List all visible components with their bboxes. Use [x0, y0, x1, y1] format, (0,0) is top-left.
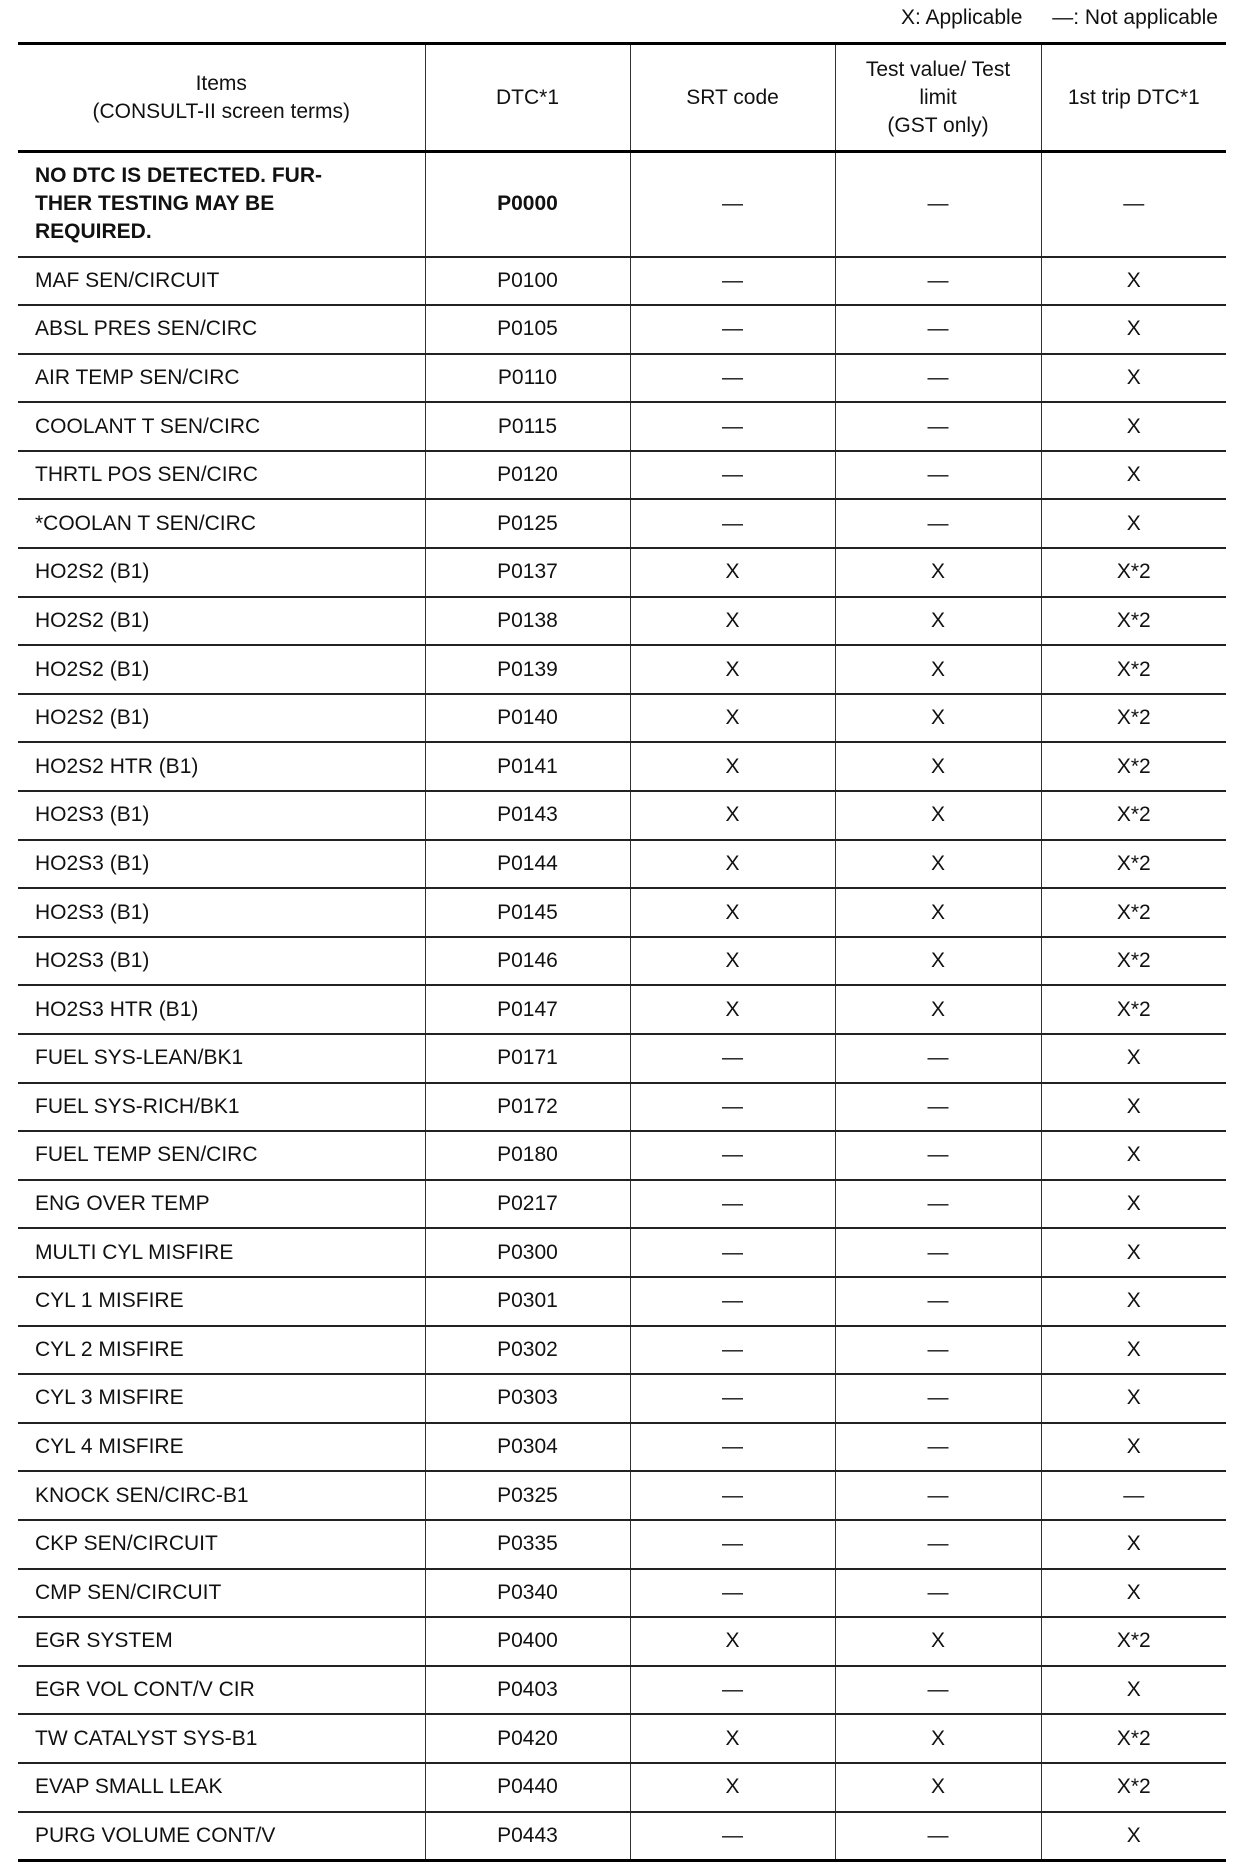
- table-header: [18, 44, 1226, 152]
- table-row: [18, 937, 1226, 986]
- item-cell: CYL 1 MISFIRE: [18, 1277, 425, 1326]
- table-row: [18, 694, 1226, 743]
- item-cell: HO2S2 (B1): [18, 645, 425, 694]
- srt-code-cell: X: [630, 937, 835, 986]
- test-value-cell: X: [835, 645, 1041, 694]
- item-cell: HO2S2 (B1): [18, 597, 425, 646]
- dtc-cell: P0145: [425, 888, 630, 937]
- dtc-cell: P0138: [425, 597, 630, 646]
- item-cell: ABSL PRES SEN/CIRC: [18, 305, 425, 354]
- first-trip-dtc-cell: X: [1041, 1034, 1226, 1083]
- dtc-cell: P0440: [425, 1763, 630, 1812]
- item-cell: HO2S3 HTR (B1): [18, 985, 425, 1034]
- srt-code-cell: X: [630, 548, 835, 597]
- table-row: [18, 791, 1226, 840]
- test-value-cell: —: [835, 152, 1041, 257]
- test-value-cell: X: [835, 1714, 1041, 1763]
- item-cell: COOLANT T SEN/CIRC: [18, 402, 425, 451]
- first-trip-dtc-cell: X: [1041, 1083, 1226, 1132]
- item-cell: PURG VOLUME CONT/V: [18, 1812, 425, 1861]
- srt-code-cell: —: [630, 152, 835, 257]
- table-row: [18, 257, 1226, 306]
- table-row: [18, 1034, 1226, 1083]
- test-value-cell: —: [835, 1326, 1041, 1375]
- test-value-cell: X: [835, 937, 1041, 986]
- first-trip-dtc-cell: X: [1041, 402, 1226, 451]
- item-cell: EGR VOL CONT/V CIR: [18, 1666, 425, 1715]
- item-cell: HO2S3 (B1): [18, 888, 425, 937]
- srt-code-cell: X: [630, 888, 835, 937]
- test-value-cell: —: [835, 354, 1041, 403]
- dtc-cell: P0443: [425, 1812, 630, 1861]
- first-trip-dtc-cell: X: [1041, 1812, 1226, 1861]
- table-row: [18, 1666, 1226, 1715]
- table-row: [18, 1520, 1226, 1569]
- table-row: [18, 645, 1226, 694]
- first-trip-dtc-cell: X: [1041, 354, 1226, 403]
- srt-code-cell: —: [630, 402, 835, 451]
- dtc-cell: P0302: [425, 1326, 630, 1375]
- legend-applicable: X: Applicable: [900, 6, 1023, 29]
- item-cell: EVAP SMALL LEAK: [18, 1763, 425, 1812]
- first-trip-dtc-cell: X: [1041, 1277, 1226, 1326]
- srt-code-cell: —: [630, 1277, 835, 1326]
- dtc-cell: P0403: [425, 1666, 630, 1715]
- srt-code-cell: X: [630, 694, 835, 743]
- first-trip-dtc-cell: X: [1041, 451, 1226, 500]
- item-cell: HO2S3 (B1): [18, 840, 425, 889]
- item-cell: TW CATALYST SYS-B1: [18, 1714, 425, 1763]
- dtc-cell: P0301: [425, 1277, 630, 1326]
- legend: [901, 6, 1218, 30]
- table-body: [18, 152, 1226, 1861]
- test-value-cell: X: [835, 548, 1041, 597]
- item-cell: MAF SEN/CIRCUIT: [18, 257, 425, 306]
- test-value-cell: —: [835, 1083, 1041, 1132]
- srt-code-cell: —: [630, 1228, 835, 1277]
- test-value-cell: —: [835, 402, 1041, 451]
- item-cell: FUEL TEMP SEN/CIRC: [18, 1131, 425, 1180]
- test-value-cell: X: [835, 597, 1041, 646]
- table-row: [18, 597, 1226, 646]
- test-value-cell: —: [835, 1131, 1041, 1180]
- srt-code-cell: X: [630, 1617, 835, 1666]
- dtc-cell: P0146: [425, 937, 630, 986]
- test-value-cell: —: [835, 1180, 1041, 1229]
- dtc-cell: P0120: [425, 451, 630, 500]
- table-row: [18, 1569, 1226, 1618]
- first-trip-dtc-cell: X: [1041, 1374, 1226, 1423]
- table-row: [18, 1714, 1226, 1763]
- test-value-cell: —: [835, 1812, 1041, 1861]
- test-value-cell: X: [835, 791, 1041, 840]
- item-cell: CYL 3 MISFIRE: [18, 1374, 425, 1423]
- first-trip-dtc-cell: X*2: [1041, 937, 1226, 986]
- srt-code-cell: —: [630, 1326, 835, 1375]
- item-cell: NO DTC IS DETECTED. FUR- THER TESTING MAY BE REQUIRED.: [18, 152, 425, 257]
- table-row: [18, 985, 1226, 1034]
- first-trip-dtc-cell: X*2: [1041, 645, 1226, 694]
- srt-code-cell: —: [630, 1666, 835, 1715]
- dtc-cell: P0400: [425, 1617, 630, 1666]
- table-row: [18, 354, 1226, 403]
- dtc-cell: P0340: [425, 1569, 630, 1618]
- dtc-cell: P0137: [425, 548, 630, 597]
- item-cell: HO2S3 (B1): [18, 791, 425, 840]
- srt-code-cell: —: [630, 1374, 835, 1423]
- dtc-cell: P0171: [425, 1034, 630, 1083]
- first-trip-dtc-cell: X: [1041, 1520, 1226, 1569]
- item-cell: KNOCK SEN/CIRC-B1: [18, 1471, 425, 1520]
- test-value-cell: X: [835, 1617, 1041, 1666]
- first-trip-dtc-cell: —: [1041, 152, 1226, 257]
- item-cell: CYL 4 MISFIRE: [18, 1423, 425, 1472]
- first-trip-dtc-cell: X: [1041, 1326, 1226, 1375]
- first-trip-dtc-cell: X*2: [1041, 548, 1226, 597]
- table-row: [18, 1374, 1226, 1423]
- table-row: [18, 451, 1226, 500]
- first-trip-dtc-cell: X: [1041, 1180, 1226, 1229]
- dtc-cell: P0420: [425, 1714, 630, 1763]
- test-value-cell: —: [835, 1034, 1041, 1083]
- srt-code-cell: X: [630, 1763, 835, 1812]
- srt-code-cell: X: [630, 791, 835, 840]
- table-row: [18, 548, 1226, 597]
- dtc-cell: P0141: [425, 742, 630, 791]
- table-row: [18, 1763, 1226, 1812]
- item-cell: HO2S2 HTR (B1): [18, 742, 425, 791]
- header-test-value: Test value/ Test limit (GST only): [835, 44, 1041, 152]
- first-trip-dtc-cell: X*2: [1041, 1763, 1226, 1812]
- test-value-cell: —: [835, 451, 1041, 500]
- dtc-cell: P0100: [425, 257, 630, 306]
- srt-code-cell: —: [630, 305, 835, 354]
- first-trip-dtc-cell: X*2: [1041, 1617, 1226, 1666]
- item-cell: FUEL SYS-RICH/BK1: [18, 1083, 425, 1132]
- dtc-cell: P0144: [425, 840, 630, 889]
- table-row: [18, 1180, 1226, 1229]
- srt-code-cell: X: [630, 742, 835, 791]
- table-row: [18, 1812, 1226, 1861]
- test-value-cell: —: [835, 1666, 1041, 1715]
- first-trip-dtc-cell: —: [1041, 1471, 1226, 1520]
- table-row: [18, 1083, 1226, 1132]
- dtc-cell: P0110: [425, 354, 630, 403]
- srt-code-cell: —: [630, 1812, 835, 1861]
- item-cell: FUEL SYS-LEAN/BK1: [18, 1034, 425, 1083]
- srt-code-cell: X: [630, 985, 835, 1034]
- first-trip-dtc-cell: X: [1041, 1569, 1226, 1618]
- table-row: [18, 402, 1226, 451]
- test-value-cell: —: [835, 1228, 1041, 1277]
- test-value-cell: —: [835, 305, 1041, 354]
- dtc-cell: P0000: [425, 152, 630, 257]
- dtc-cell: P0125: [425, 499, 630, 548]
- table-row: [18, 499, 1226, 548]
- item-cell: HO2S3 (B1): [18, 937, 425, 986]
- test-value-cell: X: [835, 840, 1041, 889]
- first-trip-dtc-cell: X*2: [1041, 791, 1226, 840]
- srt-code-cell: —: [630, 1131, 835, 1180]
- table-row: [18, 1471, 1226, 1520]
- first-trip-dtc-cell: X*2: [1041, 694, 1226, 743]
- dtc-cell: P0303: [425, 1374, 630, 1423]
- item-cell: HO2S2 (B1): [18, 694, 425, 743]
- dtc-cell: P0172: [425, 1083, 630, 1132]
- item-cell: ENG OVER TEMP: [18, 1180, 425, 1229]
- first-trip-dtc-cell: X: [1041, 305, 1226, 354]
- srt-code-cell: X: [630, 597, 835, 646]
- legend-not-applicable: —: Not applicable: [1052, 6, 1218, 29]
- table-row: [18, 1617, 1226, 1666]
- first-trip-dtc-cell: X*2: [1041, 1714, 1226, 1763]
- srt-code-cell: —: [630, 451, 835, 500]
- srt-code-cell: —: [630, 1083, 835, 1132]
- first-trip-dtc-cell: X*2: [1041, 888, 1226, 937]
- test-value-cell: X: [835, 888, 1041, 937]
- srt-code-cell: —: [630, 354, 835, 403]
- srt-code-cell: —: [630, 1034, 835, 1083]
- srt-code-cell: —: [630, 499, 835, 548]
- header-row: [18, 44, 1226, 152]
- first-trip-dtc-cell: X: [1041, 257, 1226, 306]
- table-row: [18, 888, 1226, 937]
- test-value-cell: —: [835, 1374, 1041, 1423]
- test-value-cell: X: [835, 742, 1041, 791]
- table-row: [18, 1228, 1226, 1277]
- item-cell: *COOLAN T SEN/CIRC: [18, 499, 425, 548]
- first-trip-dtc-cell: X: [1041, 1131, 1226, 1180]
- table-row: [18, 1277, 1226, 1326]
- first-trip-dtc-cell: X*2: [1041, 597, 1226, 646]
- header-first-trip-dtc: 1st trip DTC*1: [1041, 44, 1226, 152]
- srt-code-cell: —: [630, 1520, 835, 1569]
- dtc-cell: P0335: [425, 1520, 630, 1569]
- srt-code-cell: —: [630, 1423, 835, 1472]
- test-value-cell: —: [835, 1471, 1041, 1520]
- first-trip-dtc-cell: X*2: [1041, 742, 1226, 791]
- srt-code-cell: —: [630, 1180, 835, 1229]
- item-cell: CYL 2 MISFIRE: [18, 1326, 425, 1375]
- dtc-cell: P0217: [425, 1180, 630, 1229]
- table-row: [18, 840, 1226, 889]
- srt-code-cell: —: [630, 1471, 835, 1520]
- srt-code-cell: X: [630, 645, 835, 694]
- first-trip-dtc-cell: X: [1041, 1423, 1226, 1472]
- srt-code-cell: X: [630, 1714, 835, 1763]
- item-cell: CMP SEN/CIRCUIT: [18, 1569, 425, 1618]
- srt-code-cell: —: [630, 1569, 835, 1618]
- table-row: [18, 742, 1226, 791]
- test-value-cell: X: [835, 985, 1041, 1034]
- table-row: [18, 152, 1226, 257]
- test-value-cell: —: [835, 1569, 1041, 1618]
- first-trip-dtc-cell: X*2: [1041, 840, 1226, 889]
- table-row: [18, 1326, 1226, 1375]
- item-cell: MULTI CYL MISFIRE: [18, 1228, 425, 1277]
- dtc-cell: P0180: [425, 1131, 630, 1180]
- dtc-cell: P0140: [425, 694, 630, 743]
- header-srt-code: SRT code: [630, 44, 835, 152]
- test-value-cell: —: [835, 257, 1041, 306]
- dtc-cell: P0143: [425, 791, 630, 840]
- dtc-cell: P0325: [425, 1471, 630, 1520]
- test-value-cell: X: [835, 1763, 1041, 1812]
- table-row: [18, 305, 1226, 354]
- first-trip-dtc-cell: X: [1041, 1666, 1226, 1715]
- dtc-cell: P0115: [425, 402, 630, 451]
- dtc-cell: P0304: [425, 1423, 630, 1472]
- test-value-cell: —: [835, 1520, 1041, 1569]
- item-cell: THRTL POS SEN/CIRC: [18, 451, 425, 500]
- first-trip-dtc-cell: X: [1041, 499, 1226, 548]
- test-value-cell: X: [835, 694, 1041, 743]
- dtc-cell: P0139: [425, 645, 630, 694]
- item-cell: EGR SYSTEM: [18, 1617, 425, 1666]
- test-value-cell: —: [835, 499, 1041, 548]
- item-cell: AIR TEMP SEN/CIRC: [18, 354, 425, 403]
- header-dtc: DTC*1: [425, 44, 630, 152]
- item-cell: CKP SEN/CIRCUIT: [18, 1520, 425, 1569]
- test-value-cell: —: [835, 1423, 1041, 1472]
- table-row: [18, 1423, 1226, 1472]
- dtc-table: [18, 42, 1226, 1862]
- item-cell: HO2S2 (B1): [18, 548, 425, 597]
- table-row: [18, 1131, 1226, 1180]
- test-value-cell: —: [835, 1277, 1041, 1326]
- first-trip-dtc-cell: X*2: [1041, 985, 1226, 1034]
- dtc-cell: P0147: [425, 985, 630, 1034]
- srt-code-cell: —: [630, 257, 835, 306]
- dtc-cell: P0300: [425, 1228, 630, 1277]
- srt-code-cell: X: [630, 840, 835, 889]
- header-items: Items (CONSULT-II screen terms): [18, 44, 425, 152]
- first-trip-dtc-cell: X: [1041, 1228, 1226, 1277]
- dtc-cell: P0105: [425, 305, 630, 354]
